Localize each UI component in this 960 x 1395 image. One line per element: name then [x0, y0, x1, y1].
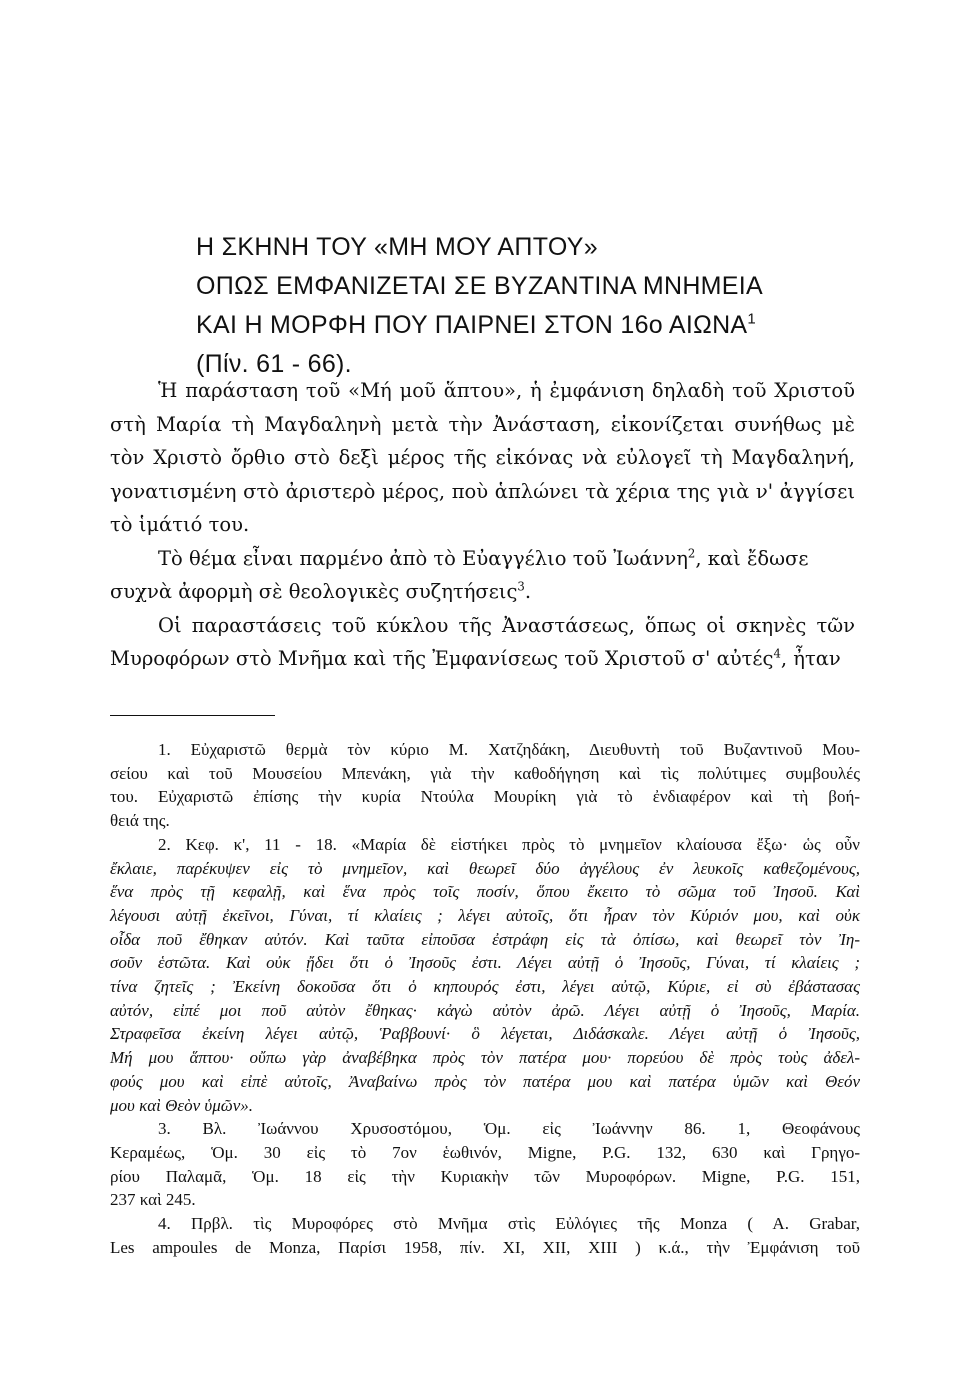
body-line: τὸν Χριστὸ ὄρθιο στὸ δεξὶ μέρος τῆς εἰκόνας νὰ εὐλογεῖ τὴ Μαγδαληνή,	[110, 446, 855, 469]
footnote-line: Στραφεῖσα ἐκείνη λέγει αὐτῷ, Ῥαββουνί· ὃ λέγεται, Διδάσκαλε. Λέγει αὐτῇ ὁ Ἰησοῦς,	[110, 1024, 860, 1044]
title-line-3-text: ΚΑΙ Η ΜΟΡΦΗ ΠΟΥ ΠΑΙΡΝΕΙ ΣΤΟΝ 16ο ΑΙΩΝΑ	[196, 311, 748, 339]
title-line-3	[196, 306, 816, 345]
body-text-span: Μυροφόρων στὸ Μνῆμα καὶ τῆς Ἐμφανίσεως τοῦ Χριστοῦ σ' αὐτές	[110, 647, 774, 670]
article-title	[196, 228, 816, 384]
title-line-1: Η ΣΚΗΝΗ ΤΟΥ «ΜΗ ΜΟΥ ΑΠΤΟΥ»	[196, 233, 598, 261]
footnote-line: λέγουσι αὐτῇ ἐκεῖνοι, Γύναι, τί κλαίεις ; λέγει αὐτοῖς, ὅτι ἦραν τὸν Κύριόν μου, καὶ οὐκ	[110, 905, 860, 925]
footnote-line: 1. Εὐχαριστῶ θερμὰ τὸν κύριο Μ. Χατζηδάκη, Διευθυντὴ τοῦ Βυζαντινοῦ Μου-	[158, 740, 860, 759]
footnote-line: αὐτόν, εἰπέ μοι ποῦ αὐτὸν ἔθηκας· κἀγὼ αὐτὸν ἀρῶ. Λέγει αὐτῇ ὁ Ἰησοῦς, Μαρία.	[110, 1000, 860, 1020]
body-line: Ἡ παράσταση τοῦ «Μή μοῦ ἅπτου», ἡ ἐμφάνιση δηλαδὴ τοῦ Χριστοῦ	[158, 379, 855, 402]
body-text-span: Τὸ θέμα εἶναι παρμένο ἀπὸ τὸ Εὐαγγέλιο τοῦ Ἰωάννη	[158, 546, 688, 570]
title-line-4: (Πίν. 61 - 66).	[196, 350, 352, 378]
footnote-divider	[110, 715, 275, 716]
body-line: γονατισμένη στὸ ἀριστερὸ μέρος, ποὺ ἁπλώνει τὰ χέρια της γιὰ ν' ἀγγίσει	[110, 479, 855, 503]
footnote-line: ρίου Παλαμᾶ, Ὁμ. 18 εἰς τὴν Κυριακὴν τῶν Μυροφόρων. Migne, P.G. 151,	[110, 1166, 860, 1186]
footnote-line: 3. Βλ. Ἰωάννου Χρυσοστόμου, Ὁμ. εἰς Ἰωάννην 86. 1, Θεοφάνους	[158, 1119, 860, 1139]
footnote-line: 4. Πρβλ. τὶς Μυροφόρες στὸ Μνῆμα στὶς Εὐλόγιες τῆς Monza ( A. Grabar,	[158, 1214, 860, 1234]
footnote-line: του. Εὐχαριστῶ ἐπίσης τὴν κυρία Ντούλα Μουρίκη γιὰ τὸ ἐνδιαφέρον καὶ τὴ βοή-	[110, 787, 860, 807]
body-line	[110, 642, 855, 676]
body-text	[110, 374, 855, 676]
body-line	[110, 575, 855, 609]
body-text-span: , ἦταν	[780, 647, 841, 670]
footnote-ref-4: 4	[773, 646, 781, 661]
footnotes	[110, 738, 860, 1259]
footnote-ref-1: 1	[747, 310, 757, 328]
body-line: τὸ ἱμάτιό του.	[110, 513, 250, 536]
footnote-line: φούς μου καὶ εἰπὲ αὐτοῖς, Ἀναβαίνω πρὸς τὸν πατέρα μου καὶ πατέρα ὑμῶν καὶ Θεόν	[110, 1071, 860, 1091]
footnote-line: Μή μου ἅπτου· οὔπω γὰρ ἀναβέβηκα πρὸς τὸν πατέρα μου· πορεύου δὲ πρὸς τοὺς ἀδελ-	[110, 1048, 860, 1068]
footnote-line: τίνα ζητεῖς ; Ἐκείνη δοκοῦσα ὅτι ὁ κηπουρός ἐστι, λέγει αὐτῷ, Κύριε, εἰ σὺ ἐβάστασας	[110, 977, 860, 997]
title-line-2: ΟΠΩΣ ΕΜΦΑΝΙΖΕΤΑΙ ΣΕ ΒΥΖΑΝΤΙΝΑ ΜΝΗΜΕΙΑ	[196, 272, 764, 300]
footnote-line: ἔκλαιε, παρέκυψεν εἰς τὸ μνημεῖον, καὶ θεωρεῖ δύο ἀγγέλους ἐν λευκοῖς καθεζομένους,	[110, 858, 860, 878]
footnote-line: μου καὶ Θεὸν ὑμῶν».	[110, 1095, 254, 1115]
body-line: Οἱ παραστάσεις τοῦ κύκλου τῆς Ἀναστάσεως, ὅπως οἱ σκηνὲς τῶν	[158, 613, 855, 637]
footnote-line: θειά της.	[110, 811, 170, 831]
body-line: στὴ Μαρία τὴ Μαγδαληνὴ μετὰ τὴν Ἀνάσταση, εἰκονίζεται συνήθως μὲ	[110, 412, 855, 436]
footnote-line: σοῦν ἑστῶτα. Καὶ οὐκ ᾔδει ὅτι ὁ Ἰησοῦς ἐστι. Λέγει αὐτῇ ὁ Ἰησοῦς, Γύναι, τί κλαίεις ;	[110, 953, 860, 973]
footnote-line: 237 καὶ 245.	[110, 1190, 196, 1210]
footnote-line: οἶδα ποῦ ἔθηκαν αὐτόν. Καὶ ταῦτα εἰποῦσα ἐστράφη εἰς τὰ ὀπίσω, καὶ θεωρεῖ τὸν Ἰη-	[110, 929, 860, 949]
body-text-span: συχνὰ ἀφορμὴ σὲ θεολογικὲς συζητήσεις	[110, 580, 518, 603]
footnote-line: Κεραμέως, Ὁμ. 30 εἰς τὸ 7ον ἑωθινόν, Migne, P.G. 132, 630 καὶ Γρηγο-	[110, 1142, 860, 1162]
footnote-ref-3: 3	[517, 579, 525, 594]
footnote-ref-2: 2	[687, 546, 696, 560]
body-line	[110, 542, 855, 576]
body-text-span: .	[524, 580, 532, 603]
body-text-span: , καὶ ἔδωσε	[695, 546, 809, 570]
footnote-line: σείου καὶ τοῦ Μουσείου Μπενάκη, γιὰ τὴν καθοδήγηση καὶ τὶς πολύτιμες συμβουλές	[110, 763, 860, 783]
footnote-line: 2. Κεφ. κ', 11 - 18. «Μαρία δὲ εἱστήκει πρὸς τὸ μνημεῖον κλαίουσα ἔξω· ὡς οὖν	[158, 834, 860, 854]
footnote-line: ἕνα πρὸς τῇ κεφαλῇ, καὶ ἕνα πρὸς τοῖς ποσίν, ὅπου ἔκειτο τὸ σῶμα τοῦ Ἰησοῦ. Καὶ	[110, 882, 860, 902]
footnote-line: Les ampoules de Monza, Παρίσι 1958, πίν. XI, XII, XIII ) κ.ά., τὴν Ἐμφάνιση τοῦ	[110, 1237, 860, 1257]
